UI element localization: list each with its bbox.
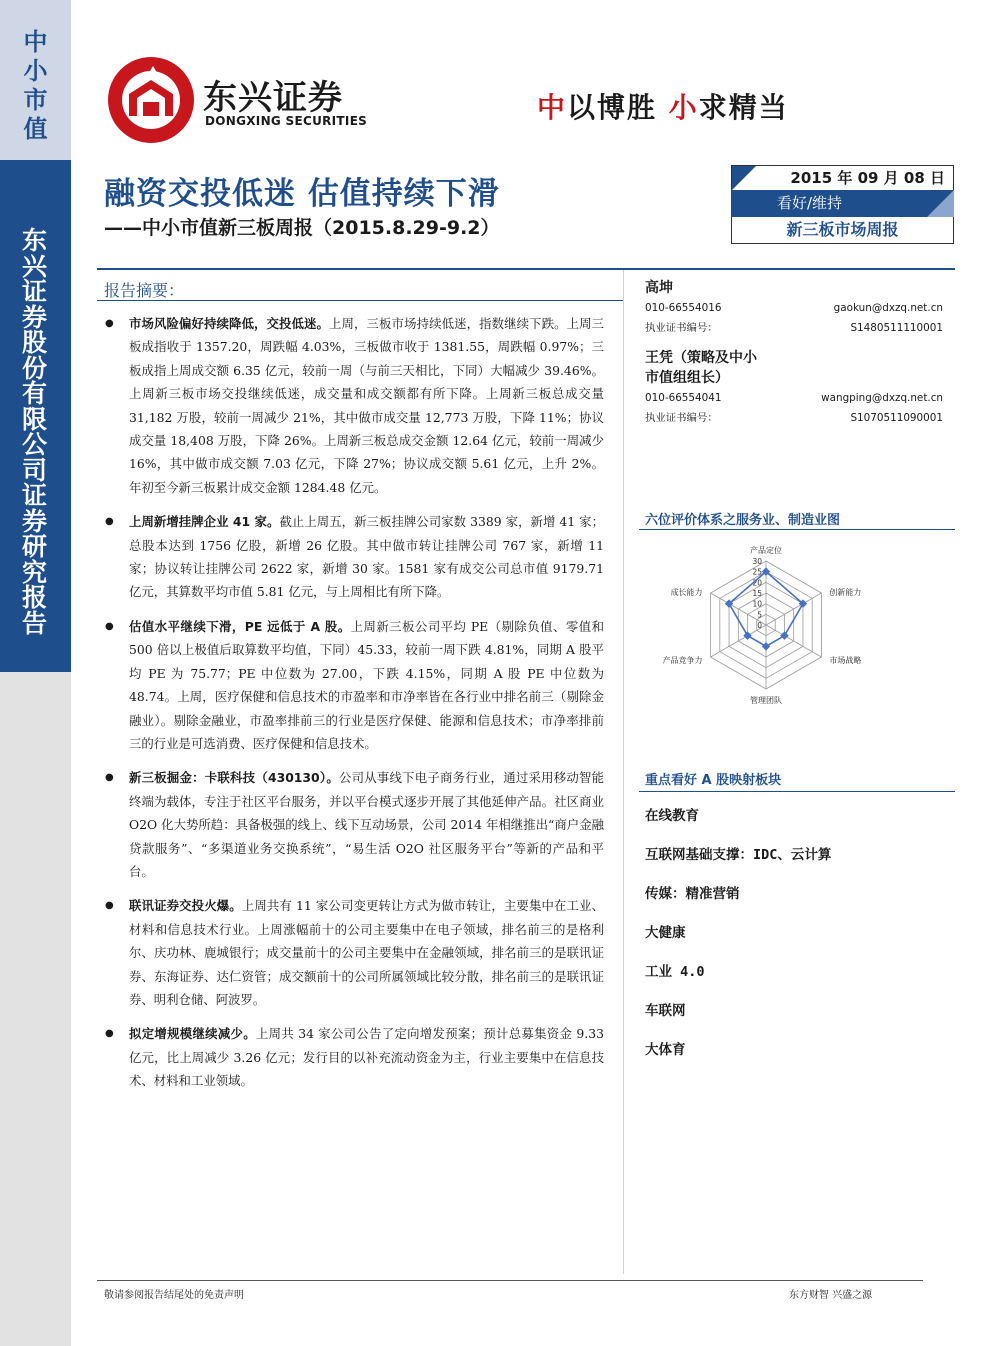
radar-axis-label: 市场战略 [829, 656, 862, 665]
radar-tick-label: 10 [752, 599, 762, 609]
sector-list [645, 797, 943, 1070]
radar-tick-label: 5 [757, 610, 762, 620]
analyst-cert-no: S1070511090001 [850, 412, 943, 424]
abstract-item-lead: 估值水平继续下滑，PE 远低于 A 股。 [129, 618, 351, 634]
bullet-icon: ● [105, 1028, 114, 1040]
analyst-name: 高坤 [645, 280, 673, 296]
report-date: 2015 年 09 月 08 日 [790, 169, 945, 187]
abstract-item-lead: 新三板掘金：卡联科技（430130）。 [129, 770, 339, 786]
radar-tick-label: 20 [752, 578, 762, 588]
analyst-card [645, 348, 943, 428]
analyst-phone: 010-66554041 [645, 392, 722, 404]
bullet-icon: ● [105, 900, 114, 912]
analyst-email[interactable]: wangping@dxzq.net.cn [821, 392, 943, 404]
sidebar-bottom-panel [0, 672, 71, 1346]
report-rating-box [731, 190, 954, 217]
corner-triangle-icon [927, 190, 954, 217]
radar-tick-label: 25 [752, 567, 762, 577]
analyst-cert-row [645, 318, 943, 338]
radar-point [743, 631, 751, 639]
bullet-icon: ● [105, 516, 114, 528]
abstract-item-text: 上周共 34 家公司公告了定向增发预案；预计总募集资金 9.33 亿元，比上周减少 3.26 亿元；发行目的以补充流动资金为主，行业主要集中在信息技术、材料和工业领域。 [129, 1026, 605, 1089]
abstract-item-text: 上周新三板公司平均 PE（剔除负值、零值和 500 倍以上极值后取算数平均值，下同）45.33，较前一周下跌 4.81%，同期 A 股平均 PE 为 75.77；PE 中位数为 27.00，下跌 4.15%，同期 A 股 PE 中位数为 48.74。上周，医疗保健和信息技术的市盈率和市净率皆在各行业中排名前三（剔除金融业）。剔除金融业，市盈率排前三的行业是医疗保健、能源和信息技术；市净率排前三的行业是可选消费、医疗保健和信息技术。 [129, 618, 604, 751]
report-title: 融资交投低迷 估值持续下滑 [104, 176, 500, 212]
sector-item: 车联网 [645, 1003, 686, 1019]
header-divider [97, 268, 955, 270]
radar-chart [645, 533, 943, 708]
abstract-item [104, 510, 604, 604]
radar-tick-label: 0 [757, 621, 762, 630]
abstract-item-lead: 拟定增规模继续减少。 [129, 1026, 256, 1042]
abstract-item-text: 上周共有 11 家公司变更转让方式为做市转让，主要集中在工业、材料和信息技术行业。上周涨幅前十的公司主要集中在电子领域，排名前三的是格利尔、庆功林、鹿城银行；成交量前十的公司主要集中在金融领域，排名前三的是联讯证券、东海证券、达仁资管；成交额前十的公司所属领域比较分散，排名前三的是联讯证券、明利仓储、阿波罗。 [129, 898, 604, 1007]
slogan-char-zhong: 中 [537, 91, 568, 124]
analyst-cert-label: 执业证书编号： [645, 412, 718, 424]
radar-axis-label: 成长能力 [670, 588, 703, 597]
abstract-item [104, 312, 604, 499]
radar-axis-label: 产品定位 [750, 546, 782, 555]
radar-tick-label: 30 [752, 557, 762, 566]
slogan-part-1: 以博胜 [567, 91, 669, 124]
radar-point [780, 631, 788, 639]
analyst-cert-label: 执业证书编号： [645, 322, 718, 334]
sidebar-company: 东 兴 证 券 股 份 有 限 公 司 证 券 研 究 报 告 [21, 226, 49, 638]
sector-item: 大健康 [645, 925, 686, 941]
corner-triangle-icon [732, 166, 756, 190]
abstract-item-text: 公司从事线下电子商务行业，通过采用移动智能终端为载体，专注于社区平台服务，并以平台模式逐步开展了其他延伸产品。社区商业 O2O 化大势所趋：具备极强的线上、线下互动场景，公司 2014 年相继推出“商户金融贷款服务”、“多渠道业务交换系统”，“易生活 O2O 社区服务平台”等新的产品和平台。 [129, 770, 605, 879]
sector-item: 互联网基础支撑：IDC、云计算 [645, 847, 832, 863]
chart-title-divider [639, 529, 955, 530]
abstract-item [104, 766, 604, 883]
abstract-item-lead: 联讯证券交投火爆。 [129, 898, 242, 914]
abstract-item-lead: 上周新增挂牌企业 41 家。 [129, 514, 280, 530]
abstract-item [104, 894, 604, 1011]
bullet-icon: ● [105, 772, 114, 784]
sector-item: 传媒：精准营销 [645, 886, 740, 902]
radar-axis-label: 创新能力 [829, 588, 862, 597]
analyst-card [645, 278, 943, 338]
report-column: 新三板市场周报 [731, 217, 954, 244]
sector-list-title: 重点看好 A 股映射板块 [645, 773, 782, 788]
footer-motto: 东方财智 兴盛之源 [789, 1290, 873, 1301]
sector-item: 大体育 [645, 1042, 686, 1058]
column-divider [623, 270, 624, 1274]
radar-tick-label: 15 [752, 589, 762, 598]
analyst-cert-row [645, 408, 943, 428]
footer-disclaimer: 敬请参阅报告结尾处的免责声明 [104, 1290, 244, 1301]
slogan-part-2: 求精当 [698, 91, 789, 124]
sidebar-category: 中 小 市 值 [23, 28, 48, 143]
sector-item: 工业 4.0 [645, 964, 705, 980]
slogan-char-xiao: 小 [668, 91, 699, 124]
radar-axis-label: 管理团队 [750, 696, 782, 705]
report-subtitle: ——中小市值新三板周报（2015.8.29-9.2） [104, 217, 500, 239]
sector-title-divider [639, 791, 955, 792]
dongxing-logo-icon [107, 56, 195, 144]
radar-point [762, 642, 770, 650]
bullet-icon: ● [105, 318, 114, 329]
abstract-list [104, 312, 604, 1104]
abstract-label: 报告摘要： [104, 281, 185, 300]
analyst-name: 王凭（策略及中小市值组组长） [645, 350, 757, 386]
footer-divider [97, 1280, 923, 1281]
brand-name-cn: 东兴证券 [203, 78, 343, 118]
abstract-item-lead: 市场风险偏好持续降低，交投低迷。 [129, 316, 330, 331]
analyst-email[interactable]: gaokun@dxzq.net.cn [833, 302, 943, 314]
bullet-icon: ● [105, 620, 114, 632]
analyst-cert-no: S1480511110001 [850, 322, 943, 334]
abstract-item [104, 1022, 604, 1092]
brand-name-en: DONGXING SECURITIES [205, 114, 368, 128]
analyst-block [645, 278, 943, 438]
report-rating: 看好/维持 [777, 194, 843, 212]
analyst-contact-row [645, 298, 943, 318]
radar-chart-title: 六位评价体系之服务业、制造业图 [645, 513, 841, 528]
abstract-item-text: 截止上周五，新三板挂牌公司家数 3389 家，新增 41 家；总股本达到 1756 亿股，新增 26 亿股。其中做市转让挂牌公司 767 家，新增 11 家；协议转让挂牌公司 2622 家，新增 30 家。1581 家有成交公司总市值 9179.71 亿元，其算数平均市值 5.81 亿元，与上周相比有所下降。 [129, 514, 604, 600]
analyst-contact-row [645, 388, 943, 408]
sector-item: 在线教育 [645, 808, 699, 824]
report-date-box [731, 165, 954, 190]
radar-axis-label: 产品竞争力 [662, 656, 703, 665]
abstract-item [104, 615, 604, 755]
brand-slogan [537, 86, 789, 126]
analyst-phone: 010-66554016 [645, 302, 722, 314]
abstract-item-text: 上周，三板市场持续低迷，指数继续下跌。上周三板成指收于 1357.20，周跌幅 4.03%，三板做市收于 1381.55，周跌幅 0.97%；三板成指上周成交额 6.35 亿元，较前一周（与前三天相比，下同）大幅减少 39.46%。上周新三板市场交投继续低迷，成交量和成交额都有所下降。上周新三板总成交量 31,182 万股，较前一周减少 21%，其中做市成交量 12,773 万股，下降 11%；协议成交量 18,408 万股，下降 26%。上周新三板总成交金额 12.64 亿元，较前一周减少 16%，其中做市成交额 7.03 亿元，下降 27%；协议成交额 5.61 亿元，上升 2%。年初至今新三板累计成交金额 1284.48 亿元。 [129, 316, 604, 495]
